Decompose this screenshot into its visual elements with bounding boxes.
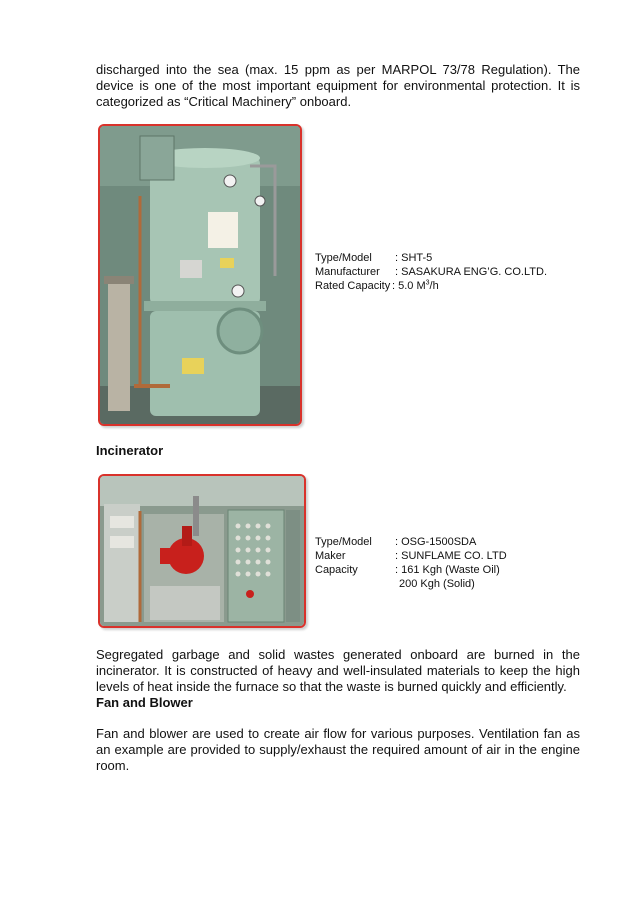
spec-label: Rated Capacity [315,280,391,292]
spec-row-capacity-extra [315,577,507,591]
incinerator-paragraph: Segregated garbage and solid wastes generated onboard are burned in the incinerator. It is constructed of heavy and well-insulated materials to keep the high levels of heat inside the furnace so that the waste is burned quickly and efficiently. [96,647,580,694]
spec-value: : 161 Kgh (Waste Oil) [395,564,500,576]
incinerator-photo [98,474,306,628]
incinerator-heading: Incinerator [96,443,164,458]
spec-label: Type/Model [315,252,372,264]
spec-value: 200 Kgh (Solid) [399,578,475,590]
spec-value: : OSG-1500SDA [395,536,477,548]
spec-value-superscript: 3 [425,279,430,287]
fan-blower-paragraph: Fan and blower are used to create air flow for various purposes. Ventilation fan as an example are provided to supply/exhaust the required amount of air in the engine room. [96,726,580,773]
incinerator-specs [315,535,507,591]
spec-label: Type/Model [315,536,372,548]
spec-value: : SHT-5 [395,252,433,264]
spec-row-type-model [315,251,547,265]
spec-value [392,279,439,293]
spec-label: Capacity [315,564,358,576]
spec-label: Maker [315,550,346,562]
spec-row-type-model [315,535,507,549]
spec-row-manufacturer [315,265,547,279]
spec-row-capacity [315,563,507,577]
spec-value-suffix: /h [429,280,439,292]
spec-row-rated-capacity [315,279,547,293]
spec-value-prefix: : 5.0 M [392,280,426,292]
spec-value: : SASAKURA ENG’G. CO.LTD. [395,266,547,278]
intro-paragraph: discharged into the sea (max. 15 ppm as per MARPOL 73/78 Regulation). The device is one of the most important equipment for environmental protection. It is categorized as “Critical Machinery” onboard. [96,62,580,109]
spec-value: : SUNFLAME CO. LTD [395,550,507,562]
spec-row-maker [315,549,507,563]
fan-blower-heading: Fan and Blower [96,695,193,710]
oily-water-separator-photo [98,124,302,426]
spec-label: Manufacturer [315,266,380,278]
separator-specs [315,251,547,293]
